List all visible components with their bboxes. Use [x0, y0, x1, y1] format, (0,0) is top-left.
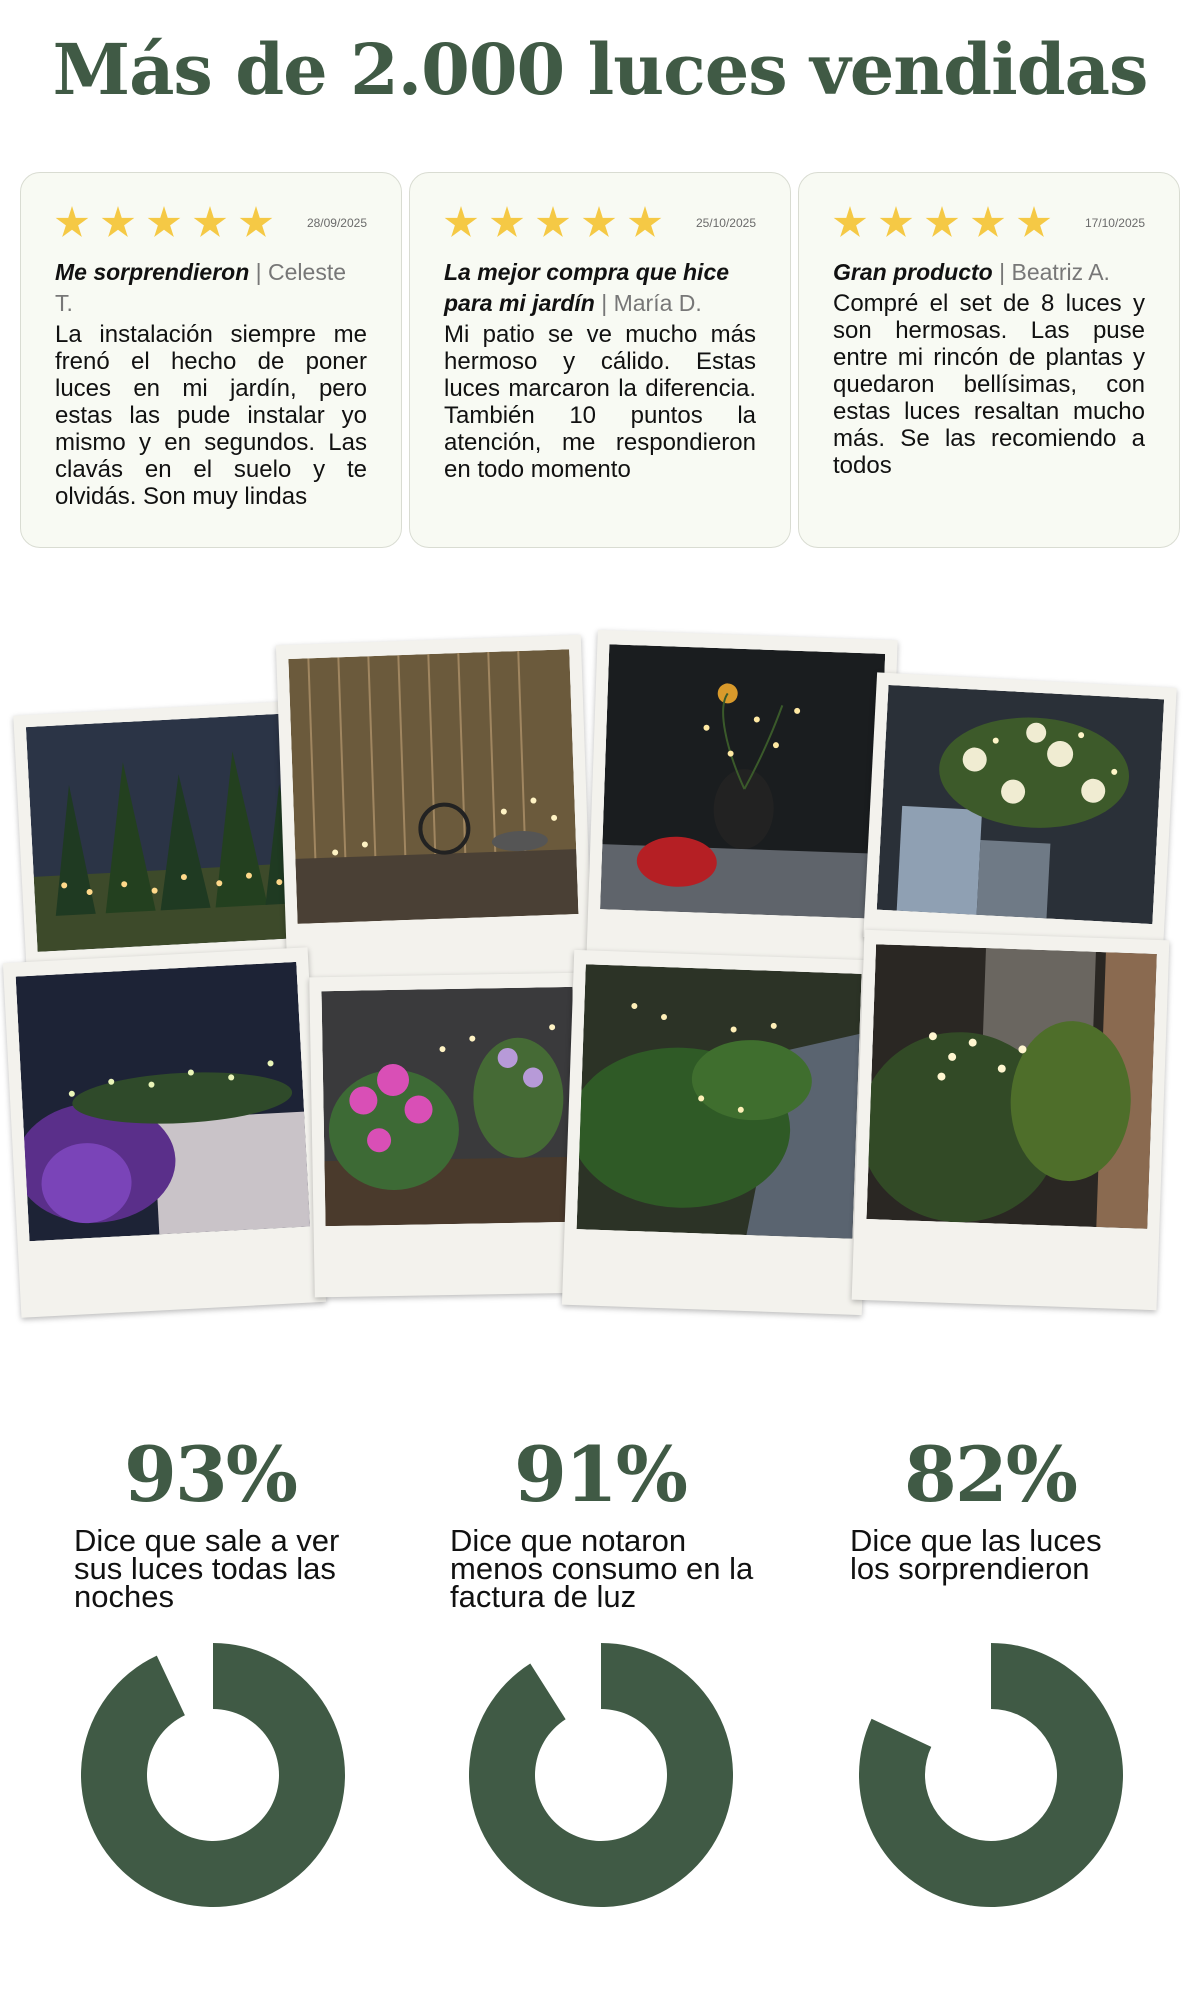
stat-block: [810, 1430, 1170, 1586]
review-body: La instalación siempre me frenó el hecho de poner luces en mi jardín, pero estas las pude instalar yo mismo y en segundos. Las clavás en el suelo y te olvidás. Son muy lindas: [55, 321, 367, 510]
stat-block: [30, 1430, 390, 1614]
donut-arc: [469, 1643, 733, 1907]
photo-pink-flowers-deck: [309, 973, 590, 1298]
review-card: [409, 172, 791, 548]
review-title: Me sorprendieron: [55, 259, 250, 285]
photo-sunflower-pot: [586, 630, 897, 970]
donut-chart: [78, 1640, 348, 1910]
star-icon: [628, 206, 662, 240]
review-body: Compré el set de 8 luces y son hermosas. Las puse entre mi rincón de plantas y quedaron bellísimas, con estas luces resaltan mucho más. Se las recomiendo a todos: [833, 290, 1145, 479]
photo-white-roses: [863, 672, 1176, 952]
review-author: María D.: [613, 290, 702, 316]
photo-cypress-hedge: [13, 701, 316, 981]
star-icon: [239, 206, 273, 240]
star-icon: [147, 206, 181, 240]
star-icon: [193, 206, 227, 240]
donut-arc: [859, 1643, 1123, 1907]
star-rating: [833, 206, 1051, 240]
donut-chart: [856, 1640, 1126, 1910]
review-separator: |: [999, 259, 1006, 285]
photo-reed-fence-patio: [276, 635, 593, 1000]
photo-purple-garden-bed: [3, 947, 326, 1317]
stat-description: Dice que notaron menos consumo en la factura de luz: [450, 1523, 754, 1614]
star-icon: [582, 206, 616, 240]
photo-garden-path: [562, 950, 874, 1315]
review-card: [798, 172, 1180, 548]
star-icon: [971, 206, 1005, 240]
star-icon: [101, 206, 135, 240]
review-title: La mejor compra que hice para mi jardín: [444, 259, 730, 316]
star-icon: [444, 206, 478, 240]
star-rating: [444, 206, 662, 240]
star-icon: [55, 206, 89, 240]
photo-plant-fireflies: [852, 930, 1170, 1310]
stat-percent: 93%: [124, 1430, 296, 1519]
stat-description: Dice que sale a ver sus luces todas las noches: [74, 1523, 340, 1614]
review-date: 25/10/2025: [695, 216, 756, 230]
star-icon: [879, 206, 913, 240]
star-icon: [536, 206, 570, 240]
donut-chart: [466, 1640, 736, 1910]
stat-percent: 91%: [514, 1430, 686, 1519]
star-icon: [925, 206, 959, 240]
stat-description: Dice que las luces los sorprendieron: [850, 1523, 1102, 1586]
review-author: Beatriz A.: [1011, 259, 1110, 285]
review-title: Gran producto: [833, 259, 993, 285]
star-icon: [1017, 206, 1051, 240]
donut-arc: [81, 1643, 345, 1907]
review-body: Mi patio se ve mucho más hermoso y cálido. Estas luces marcaron la diferencia. También 10 puntos la atención, me respondieron en todo momento: [444, 321, 756, 483]
stat-percent: 82%: [904, 1430, 1076, 1519]
headline: Más de 2.000 luces vendidas: [52, 28, 1148, 111]
review-separator: |: [255, 259, 262, 285]
review-date: 17/10/2025: [1084, 216, 1145, 230]
review-author: Celeste T.: [55, 259, 347, 316]
review-card: [20, 172, 402, 548]
review-separator: |: [601, 290, 608, 316]
stat-block: [420, 1430, 780, 1614]
star-icon: [490, 206, 524, 240]
star-rating: [55, 206, 273, 240]
star-icon: [833, 206, 867, 240]
review-date: 28/09/2025: [306, 216, 367, 230]
